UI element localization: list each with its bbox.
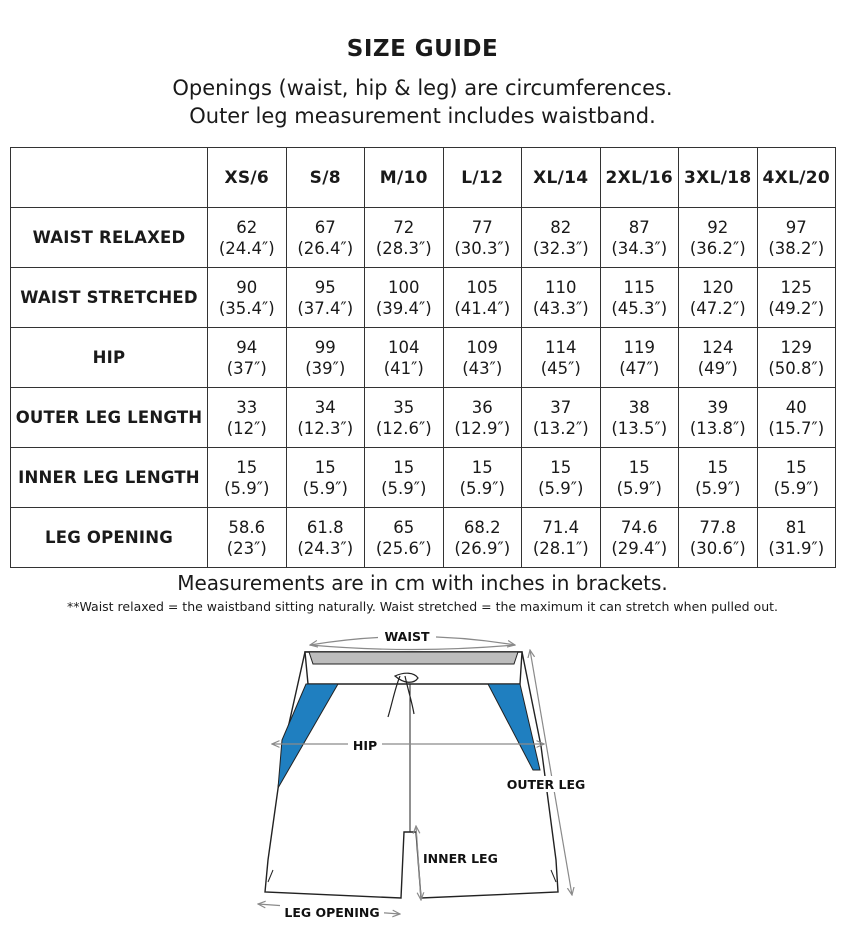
measurement-cell (208, 268, 287, 328)
cm-value: 99 (314, 337, 336, 357)
cm-value: 40 (785, 397, 807, 417)
subtitle-line-1: Openings (waist, hip & leg) are circumferences. (172, 76, 673, 100)
measurement-cell (522, 268, 601, 328)
table-row (11, 208, 836, 268)
inch-value: (5.9″) (459, 478, 505, 498)
waistband-inner (309, 652, 518, 664)
cm-value: 114 (545, 337, 577, 357)
waist-footnote: **Waist relaxed = the waistband sitting naturally. Waist stretched = the maximum it can stretch when pulled out. (66, 599, 779, 614)
cm-value: 39 (707, 397, 729, 417)
measurement-cell (679, 268, 758, 328)
inch-value: (43″) (462, 358, 503, 378)
measurement-cell (757, 208, 836, 268)
table-row (11, 508, 836, 568)
measurement-cell (443, 268, 522, 328)
inch-value: (50.8″) (768, 358, 825, 378)
cm-value: 62 (236, 217, 258, 237)
inch-value: (36.2″) (689, 238, 746, 258)
cm-value: 110 (545, 277, 577, 297)
hip-label: HIP (352, 738, 378, 753)
cm-value: 15 (707, 457, 729, 477)
size-header-2xl-16: 2XL/16 (600, 148, 679, 208)
inch-value: (37.4″) (297, 298, 354, 318)
measurement-cell (600, 208, 679, 268)
measurement-cell (757, 448, 836, 508)
measurement-cell (757, 268, 836, 328)
inch-value: (37″) (226, 358, 267, 378)
cm-value: 92 (707, 217, 729, 237)
inch-value: (32.3″) (532, 238, 589, 258)
inch-value: (5.9″) (302, 478, 348, 498)
measurement-cell (522, 328, 601, 388)
waist-arc-bottom (310, 645, 515, 650)
inch-value: (13.5″) (611, 418, 668, 438)
inch-value: (47.2″) (689, 298, 746, 318)
inch-value: (26.9″) (454, 538, 511, 558)
inch-value: (5.9″) (224, 478, 270, 498)
measurement-cell (286, 388, 365, 448)
table-row (11, 388, 836, 448)
measurement-cell (443, 208, 522, 268)
table-row (11, 448, 836, 508)
inch-value: (13.8″) (689, 418, 746, 438)
inch-value: (5.9″) (538, 478, 584, 498)
size-header-xl-14: XL/14 (522, 148, 601, 208)
inch-value: (30.3″) (454, 238, 511, 258)
cm-value: 15 (550, 457, 572, 477)
measurement-cell (679, 388, 758, 448)
cm-value: 124 (702, 337, 734, 357)
cm-value: 104 (388, 337, 420, 357)
inch-value: (5.9″) (773, 478, 819, 498)
shorts-illustration (265, 652, 558, 898)
measurement-cell (286, 448, 365, 508)
cm-value: 33 (236, 397, 258, 417)
row-label: WAIST STRETCHED (11, 268, 208, 328)
inch-value: (12″) (226, 418, 267, 438)
inch-value: (34.3″) (611, 238, 668, 258)
measurement-cell (286, 328, 365, 388)
measurement-cell (757, 328, 836, 388)
measurement-cell (286, 268, 365, 328)
cm-value: 77 (471, 217, 493, 237)
measurement-cell (443, 328, 522, 388)
size-table (10, 147, 836, 568)
table-row (11, 328, 836, 388)
size-header-3xl-18: 3XL/18 (679, 148, 758, 208)
cm-value: 87 (628, 217, 650, 237)
cm-value: 67 (314, 217, 336, 237)
units-note: Measurements are in cm with inches in brackets. (177, 571, 668, 595)
inch-value: (24.3″) (297, 538, 354, 558)
waist-label: WAIST (384, 629, 430, 644)
cm-value: 15 (471, 457, 493, 477)
measurement-cell (208, 328, 287, 388)
cm-value: 77.8 (699, 517, 737, 537)
measurement-cell (443, 388, 522, 448)
inch-value: (24.4″) (218, 238, 275, 258)
measurement-cell (679, 508, 758, 568)
measurement-cell (365, 268, 444, 328)
measurement-cell (365, 208, 444, 268)
inch-value: (15.7″) (768, 418, 825, 438)
cm-value: 109 (466, 337, 498, 357)
inch-value: (5.9″) (695, 478, 741, 498)
inch-value: (28.3″) (375, 238, 432, 258)
inner-leg-label: INNER LEG (423, 851, 498, 866)
row-label: LEG OPENING (11, 508, 208, 568)
row-label: INNER LEG LENGTH (11, 448, 208, 508)
measurement-cell (208, 508, 287, 568)
measurement-cell (365, 388, 444, 448)
inch-value: (49.2″) (768, 298, 825, 318)
size-header-l-12: L/12 (443, 148, 522, 208)
inch-value: (12.9″) (454, 418, 511, 438)
cm-value: 72 (393, 217, 415, 237)
cm-value: 71.4 (542, 517, 580, 537)
header-corner-cell (11, 148, 208, 208)
size-table-header (11, 148, 836, 208)
table-row (11, 268, 836, 328)
inch-value: (35.4″) (218, 298, 275, 318)
measurement-cell (286, 508, 365, 568)
cm-value: 37 (550, 397, 572, 417)
cm-value: 15 (785, 457, 807, 477)
cm-value: 82 (550, 217, 572, 237)
inch-value: (43.3″) (532, 298, 589, 318)
measurement-cell (600, 388, 679, 448)
cm-value: 34 (314, 397, 336, 417)
measurement-cell (600, 448, 679, 508)
measurement-cell (365, 328, 444, 388)
measurement-cell (208, 388, 287, 448)
size-table-body (11, 208, 836, 568)
row-label: OUTER LEG LENGTH (11, 388, 208, 448)
cm-value: 74.6 (620, 517, 658, 537)
measurement-cell (600, 508, 679, 568)
cm-value: 120 (702, 277, 734, 297)
row-label: HIP (11, 328, 208, 388)
measurement-cell (365, 508, 444, 568)
inch-value: (45″) (540, 358, 581, 378)
measurement-cell (522, 508, 601, 568)
inch-value: (31.9″) (768, 538, 825, 558)
cm-value: 119 (623, 337, 655, 357)
subtitle-line-2: Outer leg measurement includes waistband. (189, 104, 656, 128)
cm-value: 115 (623, 277, 655, 297)
inch-value: (5.9″) (616, 478, 662, 498)
leg-opening-label: LEG OPENING (284, 905, 380, 920)
cm-value: 15 (628, 457, 650, 477)
cm-value: 35 (393, 397, 415, 417)
cm-value: 105 (466, 277, 498, 297)
inch-value: (30.6″) (689, 538, 746, 558)
inch-value: (5.9″) (381, 478, 427, 498)
size-header-4xl-20: 4XL/20 (757, 148, 836, 208)
inch-value: (26.4″) (297, 238, 354, 258)
measurement-cell (679, 328, 758, 388)
cm-value: 38 (628, 397, 650, 417)
measurement-cell (286, 208, 365, 268)
cm-value: 68.2 (463, 517, 501, 537)
inch-value: (39.4″) (375, 298, 432, 318)
size-header-row (11, 148, 836, 208)
inch-value: (49″) (697, 358, 738, 378)
cm-value: 90 (236, 277, 258, 297)
cm-value: 15 (393, 457, 415, 477)
cm-value: 81 (785, 517, 807, 537)
measurement-cell (208, 208, 287, 268)
size-header-xs-6: XS/6 (208, 148, 287, 208)
measurement-cell (757, 388, 836, 448)
measurement-cell (600, 328, 679, 388)
measurement-cell (757, 508, 836, 568)
measurement-cell (522, 448, 601, 508)
measurement-cell (365, 448, 444, 508)
cm-value: 129 (780, 337, 812, 357)
row-label: WAIST RELAXED (11, 208, 208, 268)
cm-value: 15 (236, 457, 258, 477)
measurement-cell (443, 448, 522, 508)
outer-leg-label: OUTER LEG (506, 777, 586, 792)
cm-value: 36 (471, 397, 493, 417)
shorts-diagram (0, 620, 845, 926)
measurement-cell (679, 448, 758, 508)
cm-value: 100 (388, 277, 420, 297)
inch-value: (41″) (383, 358, 424, 378)
inch-value: (41.4″) (454, 298, 511, 318)
inch-value: (28.1″) (532, 538, 589, 558)
measurement-cell (208, 448, 287, 508)
measurement-cell (679, 208, 758, 268)
cm-value: 97 (785, 217, 807, 237)
inch-value: (23″) (226, 538, 267, 558)
inch-value: (39″) (305, 358, 346, 378)
inch-value: (25.6″) (375, 538, 432, 558)
inch-value: (13.2″) (532, 418, 589, 438)
size-header-m-10: M/10 (365, 148, 444, 208)
page-title: SIZE GUIDE (346, 36, 499, 62)
measurement-cell (443, 508, 522, 568)
inch-value: (47″) (619, 358, 660, 378)
cm-value: 125 (780, 277, 812, 297)
cm-value: 58.6 (228, 517, 266, 537)
measurement-cell (600, 268, 679, 328)
cm-value: 95 (314, 277, 336, 297)
inch-value: (45.3″) (611, 298, 668, 318)
cm-value: 15 (314, 457, 336, 477)
inch-value: (12.3″) (297, 418, 354, 438)
inch-value: (12.6″) (375, 418, 432, 438)
cm-value: 65 (393, 517, 415, 537)
inch-value: (29.4″) (611, 538, 668, 558)
measurement-cell (522, 208, 601, 268)
cm-value: 94 (236, 337, 258, 357)
cm-value: 61.8 (306, 517, 344, 537)
size-header-s-8: S/8 (286, 148, 365, 208)
inch-value: (38.2″) (768, 238, 825, 258)
measurement-cell (522, 388, 601, 448)
